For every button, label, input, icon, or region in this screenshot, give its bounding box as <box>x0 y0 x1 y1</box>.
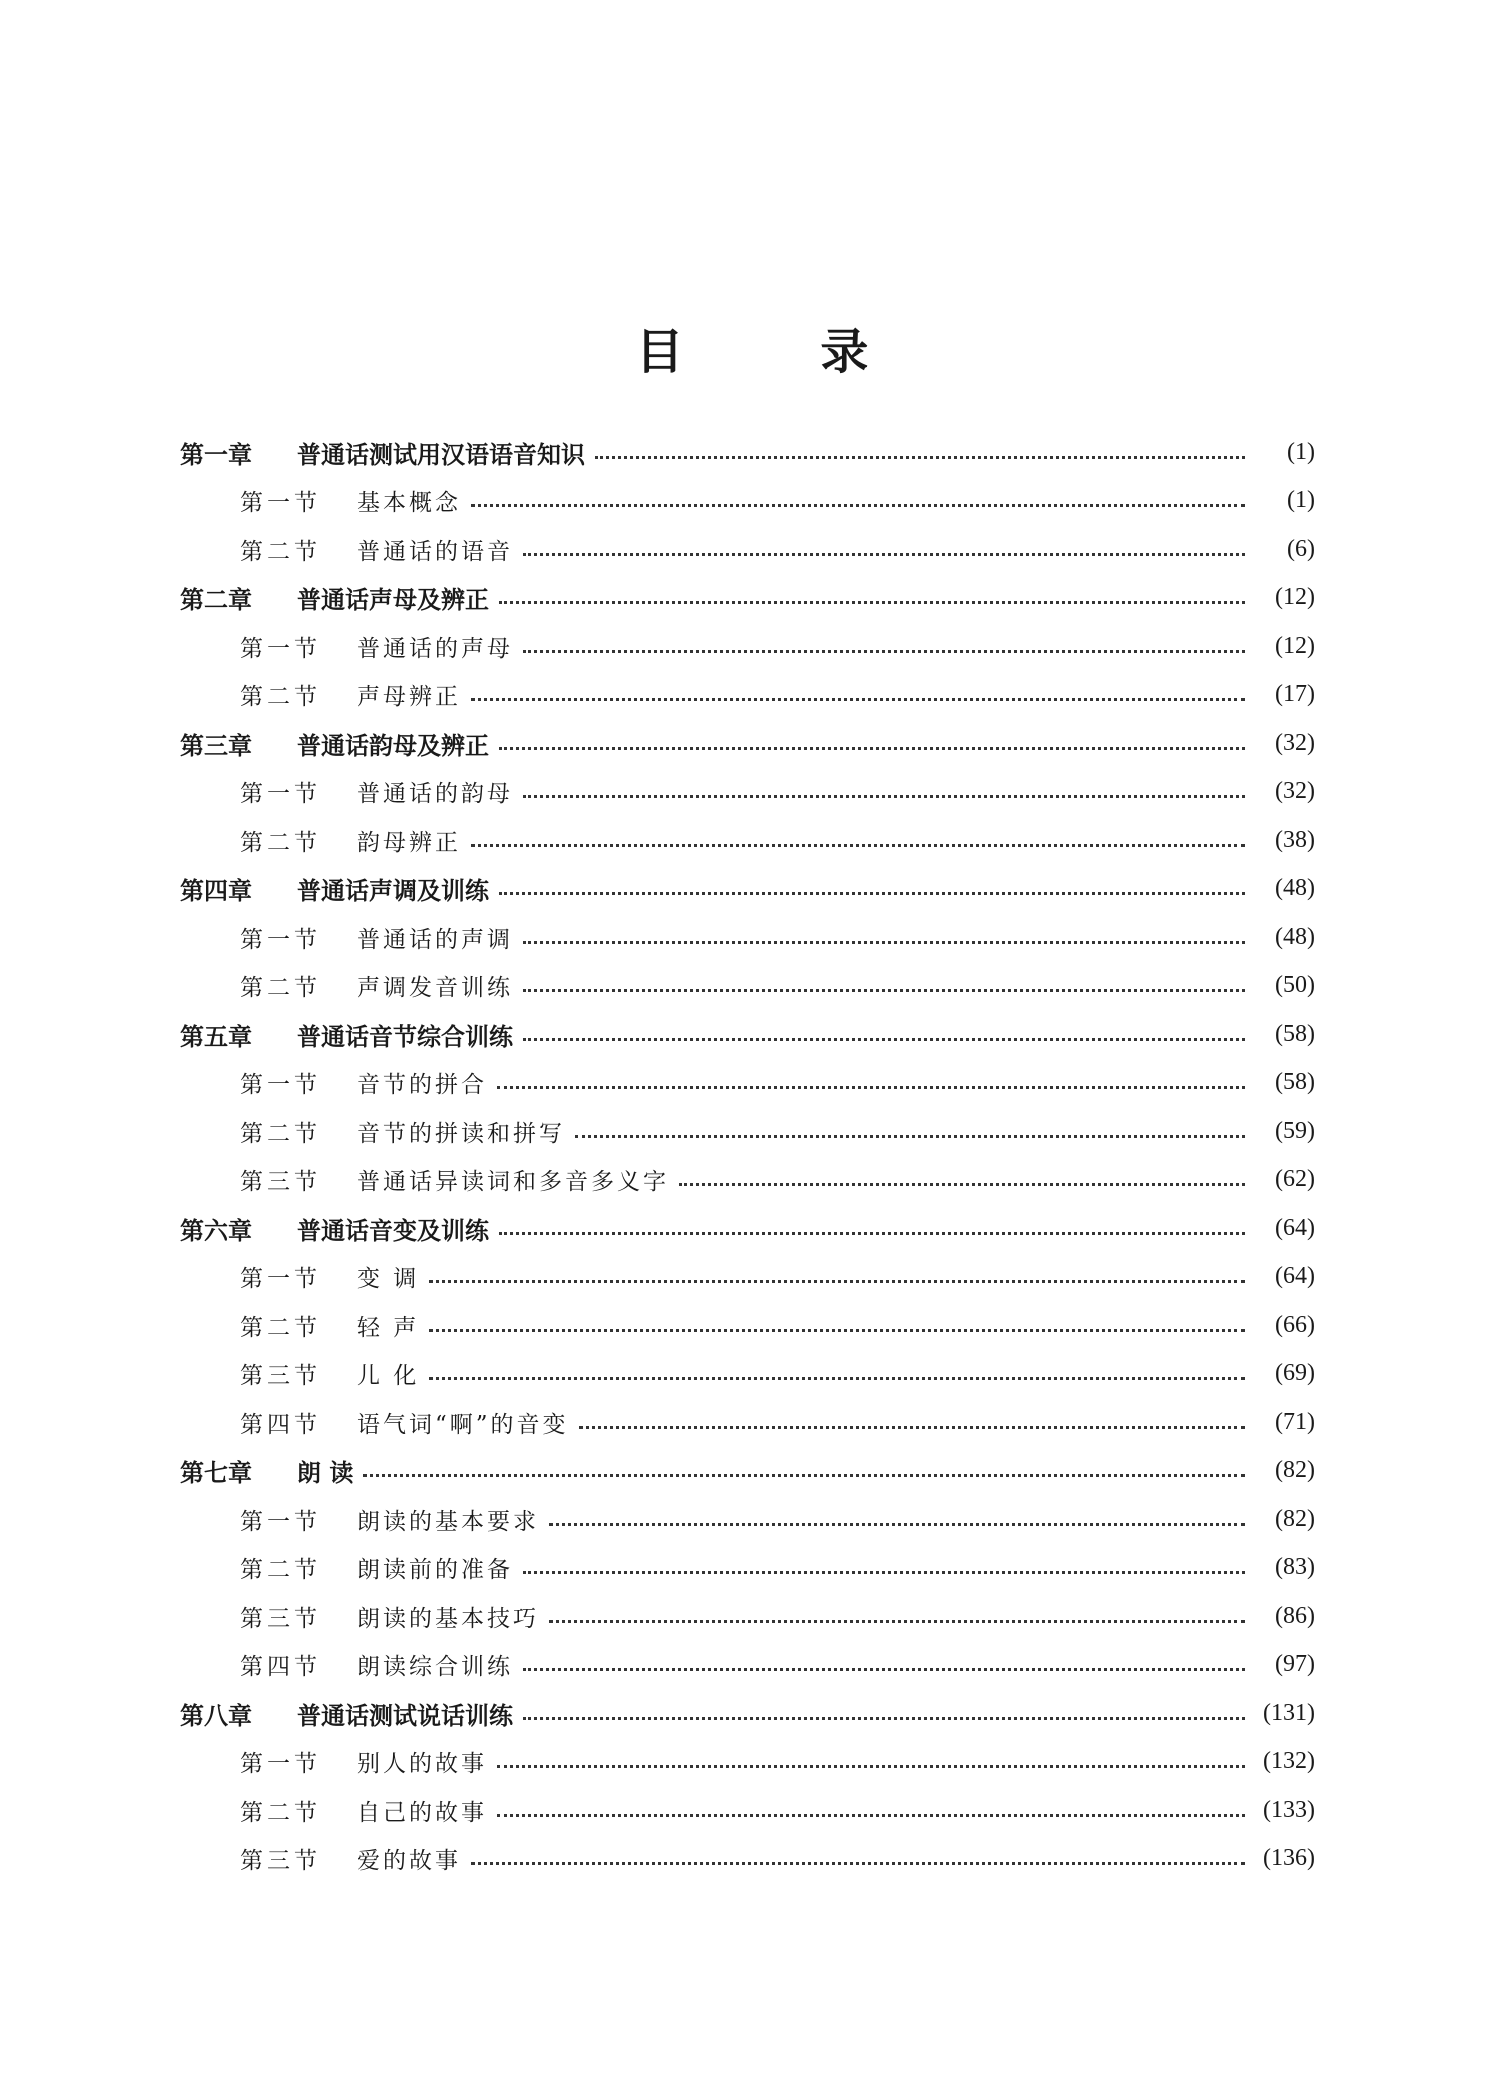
page-number: (71) <box>1275 1408 1315 1435</box>
section-title: 韵母辨正 <box>357 829 461 856</box>
chapter-title: 普通话测试用汉语语音知识 <box>297 440 585 469</box>
section-title: 普通话的语音 <box>357 538 513 565</box>
section-title: 普通话的声调 <box>357 926 513 953</box>
toc-chapter-row[interactable] <box>180 719 1315 768</box>
dot-leader <box>523 1571 1245 1574</box>
section-title: 朗读的基本要求 <box>357 1508 539 1535</box>
toc-section-row[interactable] <box>180 1059 1315 1108</box>
toc-chapter-row[interactable] <box>180 865 1315 914</box>
dot-leader <box>523 553 1245 556</box>
dot-leader <box>363 1474 1245 1477</box>
chapter-number: 第六章 <box>180 1216 252 1245</box>
toc-chapter-row[interactable] <box>180 1447 1315 1496</box>
section-title: 基本概念 <box>357 490 461 517</box>
toc-section-row[interactable] <box>180 1398 1315 1447</box>
toc-section-row[interactable] <box>180 1301 1315 1350</box>
section-title: 普通话的韵母 <box>357 781 513 808</box>
dot-leader <box>575 1135 1245 1138</box>
page-number: (136) <box>1263 1845 1315 1872</box>
chapter-number: 第五章 <box>180 1022 252 1051</box>
page-number: (1) <box>1287 487 1315 514</box>
page-number: (12) <box>1275 632 1315 659</box>
dot-leader <box>499 601 1245 604</box>
section-title: 声调发音训练 <box>357 975 513 1002</box>
chapter-number: 第二章 <box>180 586 252 615</box>
section-number: 第二节 <box>240 538 321 565</box>
page-number: (6) <box>1287 535 1315 562</box>
toc-section-row[interactable] <box>180 477 1315 526</box>
chapter-title: 普通话声调及训练 <box>297 877 489 906</box>
dot-leader <box>499 892 1245 895</box>
dot-leader <box>523 650 1245 653</box>
page-number: (38) <box>1275 826 1315 853</box>
section-title: 儿 化 <box>357 1363 420 1390</box>
dot-leader <box>471 1862 1245 1865</box>
toc-section-row[interactable] <box>180 671 1315 720</box>
page-number: (50) <box>1275 972 1315 999</box>
toc-section-row[interactable] <box>180 768 1315 817</box>
dot-leader <box>549 1523 1245 1526</box>
section-number: 第二节 <box>240 1314 321 1341</box>
section-number: 第一节 <box>240 926 321 953</box>
page-number: (64) <box>1275 1214 1315 1241</box>
toc-section-row[interactable] <box>180 1592 1315 1641</box>
dot-leader <box>523 795 1245 798</box>
chapter-number: 第七章 <box>180 1459 252 1488</box>
section-number: 第二节 <box>240 684 321 711</box>
toc-section-row[interactable] <box>180 962 1315 1011</box>
page-number: (17) <box>1275 681 1315 708</box>
page-number: (82) <box>1275 1457 1315 1484</box>
chapter-title: 朗 读 <box>297 1459 354 1488</box>
toc-section-row[interactable] <box>180 1350 1315 1399</box>
toc-section-row[interactable] <box>180 816 1315 865</box>
section-number: 第一节 <box>240 781 321 808</box>
page-title: 目 录 <box>635 324 929 381</box>
section-number: 第一节 <box>240 1266 321 1293</box>
page-number: (133) <box>1263 1796 1315 1823</box>
page-number: (62) <box>1275 1166 1315 1193</box>
section-title: 音节的拼合 <box>357 1072 487 1099</box>
toc-section-row[interactable] <box>180 913 1315 962</box>
toc-section-row[interactable] <box>180 1786 1315 1835</box>
section-number: 第一节 <box>240 490 321 517</box>
section-number: 第四节 <box>240 1411 321 1438</box>
section-number: 第一节 <box>240 635 321 662</box>
dot-leader <box>523 1717 1245 1720</box>
page-number: (32) <box>1275 729 1315 756</box>
page-number: (48) <box>1275 923 1315 950</box>
page-number: (66) <box>1275 1311 1315 1338</box>
toc-section-row[interactable] <box>180 1835 1315 1884</box>
dot-leader <box>679 1183 1245 1186</box>
toc-chapter-row[interactable] <box>180 1204 1315 1253</box>
section-number: 第一节 <box>240 1751 321 1778</box>
dot-leader <box>523 1038 1245 1041</box>
page-number: (32) <box>1275 778 1315 805</box>
chapter-title: 普通话测试说话训练 <box>297 1701 513 1730</box>
section-title: 自己的故事 <box>357 1799 487 1826</box>
section-title: 朗读前的准备 <box>357 1557 513 1584</box>
dot-leader <box>497 1765 1245 1768</box>
chapter-title: 普通话音变及训练 <box>297 1216 489 1245</box>
dot-leader <box>429 1377 1245 1380</box>
page-number: (97) <box>1275 1651 1315 1678</box>
dot-leader <box>499 1232 1245 1235</box>
toc-section-row[interactable] <box>180 1253 1315 1302</box>
section-title: 音节的拼读和拼写 <box>357 1120 565 1147</box>
section-title: 朗读的基本技巧 <box>357 1605 539 1632</box>
section-title: 变 调 <box>357 1266 420 1293</box>
section-number: 第二节 <box>240 1557 321 1584</box>
dot-leader <box>471 504 1245 507</box>
toc-section-row[interactable] <box>180 1156 1315 1205</box>
section-title: 语气词“啊”的音变 <box>357 1411 569 1438</box>
dot-leader <box>523 941 1245 944</box>
dot-leader <box>579 1426 1245 1429</box>
dot-leader <box>471 844 1245 847</box>
chapter-number: 第三章 <box>180 731 252 760</box>
section-title: 朗读综合训练 <box>357 1654 513 1681</box>
dot-leader <box>497 1086 1245 1089</box>
page-number: (1) <box>1287 438 1315 465</box>
toc-section-row[interactable] <box>180 1544 1315 1593</box>
chapter-title: 普通话音节综合训练 <box>297 1022 513 1051</box>
page-number: (86) <box>1275 1602 1315 1629</box>
section-number: 第一节 <box>240 1072 321 1099</box>
toc-section-row[interactable] <box>180 1495 1315 1544</box>
dot-leader <box>429 1329 1245 1332</box>
page-number: (132) <box>1263 1748 1315 1775</box>
toc-section-row[interactable] <box>180 525 1315 574</box>
toc-chapter-row[interactable] <box>180 1689 1315 1738</box>
toc-chapter-row[interactable] <box>180 574 1315 623</box>
page-number: (58) <box>1275 1069 1315 1096</box>
section-title: 爱的故事 <box>357 1848 461 1875</box>
dot-leader <box>497 1814 1245 1817</box>
toc-section-row[interactable] <box>180 1107 1315 1156</box>
page-number: (12) <box>1275 584 1315 611</box>
dot-leader <box>471 698 1245 701</box>
table-of-contents <box>180 428 1315 1883</box>
chapter-number: 第四章 <box>180 877 252 906</box>
section-number: 第一节 <box>240 1508 321 1535</box>
chapter-title: 普通话声母及辨正 <box>297 586 489 615</box>
section-number: 第四节 <box>240 1654 321 1681</box>
chapter-number: 第一章 <box>180 440 252 469</box>
chapter-title: 普通话韵母及辨正 <box>297 731 489 760</box>
section-title: 普通话异读词和多音多义字 <box>357 1169 669 1196</box>
dot-leader <box>595 456 1245 459</box>
dot-leader <box>499 747 1245 750</box>
dot-leader <box>429 1280 1245 1283</box>
section-number: 第三节 <box>240 1363 321 1390</box>
toc-section-row[interactable] <box>180 622 1315 671</box>
section-number: 第二节 <box>240 1120 321 1147</box>
section-number: 第二节 <box>240 975 321 1002</box>
dot-leader <box>549 1620 1245 1623</box>
section-number: 第二节 <box>240 1799 321 1826</box>
page-number: (83) <box>1275 1554 1315 1581</box>
section-number: 第三节 <box>240 1605 321 1632</box>
dot-leader <box>523 1668 1245 1671</box>
section-title: 轻 声 <box>357 1314 420 1341</box>
dot-leader <box>523 989 1245 992</box>
section-title: 普通话的声母 <box>357 635 513 662</box>
section-number: 第三节 <box>240 1848 321 1875</box>
page-number: (58) <box>1275 1020 1315 1047</box>
toc-chapter-row[interactable] <box>180 1010 1315 1059</box>
toc-chapter-row[interactable] <box>180 428 1315 477</box>
page-number: (131) <box>1263 1699 1315 1726</box>
toc-section-row[interactable] <box>180 1641 1315 1690</box>
section-title: 声母辨正 <box>357 684 461 711</box>
page-number: (82) <box>1275 1505 1315 1532</box>
page-number: (48) <box>1275 875 1315 902</box>
chapter-number: 第八章 <box>180 1701 252 1730</box>
page-number: (59) <box>1275 1117 1315 1144</box>
page-number: (64) <box>1275 1263 1315 1290</box>
section-title: 别人的故事 <box>357 1751 487 1778</box>
page-number: (69) <box>1275 1360 1315 1387</box>
section-number: 第三节 <box>240 1169 321 1196</box>
toc-section-row[interactable] <box>180 1738 1315 1787</box>
section-number: 第二节 <box>240 829 321 856</box>
